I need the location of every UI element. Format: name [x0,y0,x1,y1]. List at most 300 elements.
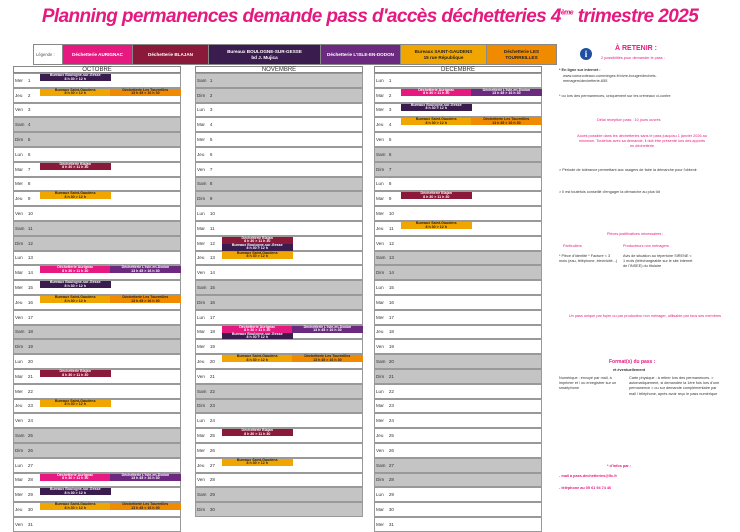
afternoon-slot [292,488,362,501]
format-card: Carte physique : à retirer lors des permanences. > automatiquement, si demandée la 1ère fois lors d'une permanence > ou sur demande complémentaire par mail / téléphone, après avoir reçu le pass numérique [629,376,720,396]
help-phone[interactable]: - téléphone au 05 61 94 74 46 [559,486,612,490]
page-title: Planning permanences demande pass d'accès déchetteries 4ème trimestre 2025 [41,6,699,27]
afternoon-slot [292,355,362,368]
format-sub: et éventuellement [613,368,646,372]
morning-slot [401,237,471,250]
morning-slot [401,163,471,176]
afternoon-slot [110,326,180,339]
morning-slot [222,488,292,501]
day-name: Sam [197,77,207,83]
day-row [195,103,363,118]
afternoon-slot [110,178,180,191]
day-row [13,443,181,458]
calendar-november [195,66,363,513]
day-name: Mer [15,181,23,187]
day-number: 25 [27,433,33,439]
day-name: Lun [376,285,384,291]
morning-slot [222,503,292,516]
morning-slot [40,281,110,294]
permanence-event: Bureaux Saint-Gaudens 8 h 30 > 12 h [401,222,472,229]
day-row [13,221,181,236]
afternoon-slot [292,400,362,413]
morning-slot [401,340,471,353]
day-name: Dim [197,403,206,409]
afternoon-slot [110,414,180,427]
day-number: 23 [27,403,33,409]
morning-slot [401,311,471,324]
afternoon-slot [110,355,180,368]
day-name: Ven [197,166,205,172]
day-number: 27 [388,462,394,468]
morning-slot [222,326,292,339]
day-number: 29 [209,492,215,498]
day-number: 17 [209,314,215,320]
day-name: Mer [376,211,384,217]
day-name: Dim [197,92,206,98]
morning-slot [222,370,292,383]
day-name: Sam [15,122,25,128]
day-number: 21 [27,373,33,379]
day-row [13,384,181,399]
day-row [13,280,181,295]
permanence-event: Déchetterie Aurignac 8 h 30 > 11 h 30 [40,266,111,273]
day-number: 6 [388,151,392,157]
day-number: 30 [388,507,394,513]
day-number: 1 [209,77,213,83]
day-name: Jeu [197,255,205,261]
day-name: Mer [376,521,384,527]
afternoon-slot [471,222,541,235]
day-row [195,191,363,206]
day-number: 4 [209,122,213,128]
day-name: Jeu [197,359,205,365]
morning-slot [40,488,110,501]
afternoon-slot [471,429,541,442]
day-name: Lun [197,107,205,113]
morning-slot [222,207,292,220]
day-row [195,221,363,236]
afternoon-slot [471,281,541,294]
morning-slot [401,503,471,516]
morning-slot [222,118,292,131]
day-row [13,73,181,88]
permanence-event: Déchetterie Blajan 8 h 30 > 11 h 30 [40,370,111,377]
day-name: Mar [376,299,384,305]
afternoon-slot [110,503,180,516]
legend-item: Déchetterie BLAJAN [132,45,208,64]
day-row [195,325,363,340]
permanence-event: Déchetterie L'Isle-en-Dodon 13 h 45 > 16 h 30 [471,89,542,96]
day-number: 21 [388,373,394,379]
morning-slot [40,474,110,487]
day-row [13,132,181,147]
permanence-event: Bureaux Saint-Gaudens 8 h 30 > 12 h [222,355,293,362]
day-name: Ven [376,344,384,350]
permanence-event: Déchetterie Aurignac 8 h 30 > 11 h 30 [222,326,293,333]
afternoon-slot [471,178,541,191]
unique-pass-text: Un pass unique par foyer ou par producteur non ménager, utilisable par tous ses membres [568,314,722,318]
permanence-event: Déchetterie Blajan 8 h 30 > 11 h 30 [401,192,472,199]
permanence-event: Déchetterie Blajan 8 h 30 > 11 h 30 [40,163,111,170]
day-row [374,117,542,132]
afternoon-slot [292,133,362,146]
permanence-event: Bureaux Saint-Gaudens 8 h 30 > 12 h [222,252,293,259]
permanence-event: Bureaux Saint-Gaudens 8 h 30 > 12 h [40,400,111,407]
day-name: Sam [197,181,207,187]
afternoon-slot [292,340,362,353]
morning-slot [401,518,471,531]
day-row [374,73,542,88]
day-number: 16 [388,299,394,305]
day-number: 3 [209,107,213,113]
morning-slot [401,429,471,442]
calendar-october [13,66,181,527]
afternoon-slot [471,148,541,161]
day-name: Mar [197,225,205,231]
permanence-event: Déchetterie Les Tourreilles 13 h 45 > 16 h 30 [292,355,363,362]
day-number: 20 [388,359,394,365]
day-row [374,162,542,177]
docs-pro: Producteurs non ménagers [623,244,669,248]
morning-slot [401,474,471,487]
day-name: Ven [15,211,23,217]
day-row [195,162,363,177]
morning-slot [40,503,110,516]
morning-slot [222,281,292,294]
permanence-event: Bureaux Boulogne-sur-Gesse 8 h 30 > 12 h [401,104,472,111]
morning-slot [401,459,471,472]
morning-slot [222,266,292,279]
afternoon-slot [292,89,362,102]
day-name: Mer [15,285,23,291]
legend-label: Légende : [36,51,55,57]
afternoon-slot [471,340,541,353]
afternoon-slot [471,518,541,531]
day-number: 8 [27,181,31,187]
day-row [13,162,181,177]
afternoon-slot [292,163,362,176]
afternoon-slot [471,326,541,339]
afternoon-slot [471,311,541,324]
day-name: Dim [197,507,206,513]
day-name: Dim [15,137,24,143]
day-name: Lun [376,181,384,187]
day-row [374,310,542,325]
afternoon-slot [292,459,362,472]
day-name: Sam [197,492,207,498]
morning-slot [222,459,292,472]
morning-slot [401,296,471,309]
morning-slot [401,355,471,368]
morning-slot [401,370,471,383]
afternoon-slot [292,192,362,205]
day-name: Sam [15,225,25,231]
day-name: Jeu [376,225,384,231]
permanence-event: Bureaux Boulogne-sur-Gesse 8 h 30 > 12 h [40,281,111,288]
day-number: 31 [388,521,394,527]
day-row [13,458,181,473]
morning-slot [401,148,471,161]
afternoon-slot [110,237,180,250]
morning-slot [401,488,471,501]
day-row [195,502,363,517]
morning-slot [40,163,110,176]
afternoon-slot [471,237,541,250]
delay-text: Délai réception pass : 10 jours ouvrés [597,118,661,122]
afternoon-slot [110,148,180,161]
day-row [195,487,363,502]
afternoon-slot [110,400,180,413]
day-name: Lun [197,418,205,424]
day-number: 28 [209,477,215,483]
morning-slot [40,296,110,309]
permanence-event: Déchetterie Aurignac 8 h 30 > 11 h 30 [401,89,472,96]
afternoon-slot [292,311,362,324]
day-name: Mar [376,92,384,98]
day-row [195,265,363,280]
day-number: 23 [388,403,394,409]
day-name: Lun [376,492,384,498]
info-icon: i [580,48,592,60]
day-row [195,458,363,473]
afternoon-slot [292,207,362,220]
day-number: 7 [388,166,392,172]
help-mail[interactable]: - mail à pass.dechetteries@5c.fr [559,474,617,478]
day-number: 10 [27,211,33,217]
morning-slot [40,370,110,383]
day-name: Mer [376,418,384,424]
day-row [13,487,181,502]
permanence-event: Déchetterie L'Isle-en-Dodon 13 h 45 > 16 h 30 [110,474,181,481]
day-name: Dim [197,196,206,202]
morning-slot [222,163,292,176]
afternoon-slot [110,385,180,398]
afternoon-slot [110,429,180,442]
day-name: Mar [376,196,384,202]
day-row [195,177,363,192]
day-row [195,117,363,132]
day-name: Ven [376,447,384,453]
afternoon-slot [471,400,541,413]
afternoon-slot [471,118,541,131]
day-number: 24 [27,418,33,424]
day-number: 19 [27,344,33,350]
afternoon-slot [292,296,362,309]
permanence-event: Bureaux Boulogne-sur-Gesse 8 h 30 > 12 h [222,244,293,251]
tolerance-text: > Période de tolérance permettant aux usagers de faire la démarche pour l'obtenir [559,168,697,172]
permanence-event: Déchetterie Les Tourreilles 13 h 45 > 16 h 30 [110,503,181,510]
day-row [374,251,542,266]
day-name: Lun [15,151,23,157]
day-row [13,517,181,532]
permanence-event: Déchetterie Les Tourreilles 13 h 45 > 16 h 30 [110,296,181,303]
day-name: Mer [15,77,23,83]
permanence-event: Bureaux Boulogne-sur-Gesse 8 h 30 > 12 h [222,333,293,340]
day-name: Dim [15,447,24,453]
day-row [195,413,363,428]
day-number: 27 [27,462,33,468]
month-header: DECEMBRE [374,66,542,73]
day-row [13,295,181,310]
morning-slot [40,252,110,265]
day-number: 9 [27,196,31,202]
day-row [13,473,181,488]
day-number: 10 [388,211,394,217]
day-number: 6 [209,151,213,157]
day-row [374,147,542,162]
afternoon-slot [292,148,362,161]
day-row [13,310,181,325]
afternoon-slot [110,74,180,87]
afternoon-slot [292,237,362,250]
afternoon-slot [110,118,180,131]
day-name: Mer [376,314,384,320]
day-number: 17 [27,314,33,320]
day-row [374,265,542,280]
afternoon-slot [471,488,541,501]
day-number: 14 [27,270,33,276]
day-row [195,73,363,88]
morning-slot [40,326,110,339]
day-name: Sam [376,151,386,157]
inperson-text: * ou lors des permanences, uniquement sur les créneaux ci-contre [559,94,671,98]
morning-slot [40,266,110,279]
docs-title: Pièces justificatives nécessaires : [607,232,664,236]
day-name: Mar [376,507,384,513]
morning-slot [401,192,471,205]
day-number: 12 [27,240,33,246]
morning-slot [40,311,110,324]
day-number: 16 [27,299,33,305]
day-name: Mer [197,137,205,143]
day-number: 7 [209,166,213,172]
afternoon-slot [110,281,180,294]
day-name: Mar [15,270,23,276]
morning-slot [401,89,471,102]
permanence-event: Bureaux Saint-Gaudens 8 h 30 > 12 h [401,118,472,125]
morning-slot [401,104,471,117]
afternoon-slot [471,459,541,472]
day-row [13,251,181,266]
day-name: Ven [15,107,23,113]
day-row [13,502,181,517]
format-num: Numérique : envoyé par mail, à imprimer et / ou enregistrer sur un smartphone [559,376,617,391]
day-number: 13 [209,255,215,261]
morning-slot [222,400,292,413]
day-row [195,310,363,325]
morning-slot [40,74,110,87]
day-row [374,399,542,414]
day-name: Lun [376,388,384,394]
advice-text: > Il est toutefois conseillé d'engager la démarche au plus tôt [559,190,660,194]
morning-slot [401,252,471,265]
legend [33,44,557,65]
morning-slot [40,89,110,102]
day-name: Mer [197,344,205,350]
day-row [13,354,181,369]
reminder-sub: 2 possibilités pour demander le pass : [601,56,665,60]
day-name: Mer [197,240,205,246]
day-number: 3 [27,107,31,113]
day-name: Jeu [376,122,384,128]
day-name: Jeu [376,329,384,335]
day-number: 22 [388,388,394,394]
day-name: Mer [15,492,23,498]
day-name: Jeu [15,299,23,305]
day-name: Jeu [15,403,23,409]
day-row [13,236,181,251]
morning-slot [40,355,110,368]
day-row [195,147,363,162]
day-number: 9 [209,196,213,202]
day-number: 2 [27,92,31,98]
afternoon-slot [110,488,180,501]
morning-slot [222,252,292,265]
permanence-event: Déchetterie Blajan 8 h 30 > 11 h 30 [222,237,293,244]
day-number: 12 [388,240,394,246]
day-name: Ven [376,240,384,246]
morning-slot [401,74,471,87]
day-number: 5 [388,137,392,143]
afternoon-slot [471,370,541,383]
morning-slot [222,237,292,250]
docs-part-text: * Pièce d'identité * Facture < 3 mois (eau, téléphone, électricité...) [559,254,618,264]
morning-slot [40,148,110,161]
day-number: 31 [27,521,33,527]
afternoon-slot [471,89,541,102]
day-row [195,132,363,147]
afternoon-slot [110,340,180,353]
legend-item: Déchetterie AURIGNAC [62,45,132,64]
month-header: NOVEMBRE [195,66,363,73]
day-number: 2 [388,92,392,98]
day-name: Mar [197,122,205,128]
permanence-event: Bureaux Boulogne-sur-Gesse 8 h 30 > 12 h [40,74,111,81]
day-row [195,354,363,369]
day-row [374,236,542,251]
morning-slot [222,429,292,442]
day-row [374,325,542,340]
day-name: Lun [15,359,23,365]
day-row [195,443,363,458]
afternoon-slot [292,252,362,265]
day-name: Mar [15,477,23,483]
day-number: 1 [388,77,392,83]
day-name: Sam [376,359,386,365]
day-row [374,295,542,310]
day-number: 20 [27,359,33,365]
day-row [195,206,363,221]
day-name: Ven [15,418,23,424]
day-name: Ven [197,373,205,379]
day-number: 28 [388,477,394,483]
online-url[interactable]: www.coeurcoteaux-comminges.fr/vivre-bouger/dechets-menagers/dechetterie-655 [563,74,657,84]
afternoon-slot [292,281,362,294]
morning-slot [222,178,292,191]
permanence-event: Déchetterie Les Tourreilles 13 h 45 > 16 h 30 [471,118,542,125]
calendar-december [374,66,542,527]
day-row [195,384,363,399]
day-number: 11 [27,225,33,231]
morning-slot [40,340,110,353]
day-name: Ven [15,314,23,320]
afternoon-slot [471,163,541,176]
day-row [13,191,181,206]
day-number: 21 [209,373,215,379]
day-name: Jeu [197,151,205,157]
day-row [13,339,181,354]
afternoon-slot [292,385,362,398]
